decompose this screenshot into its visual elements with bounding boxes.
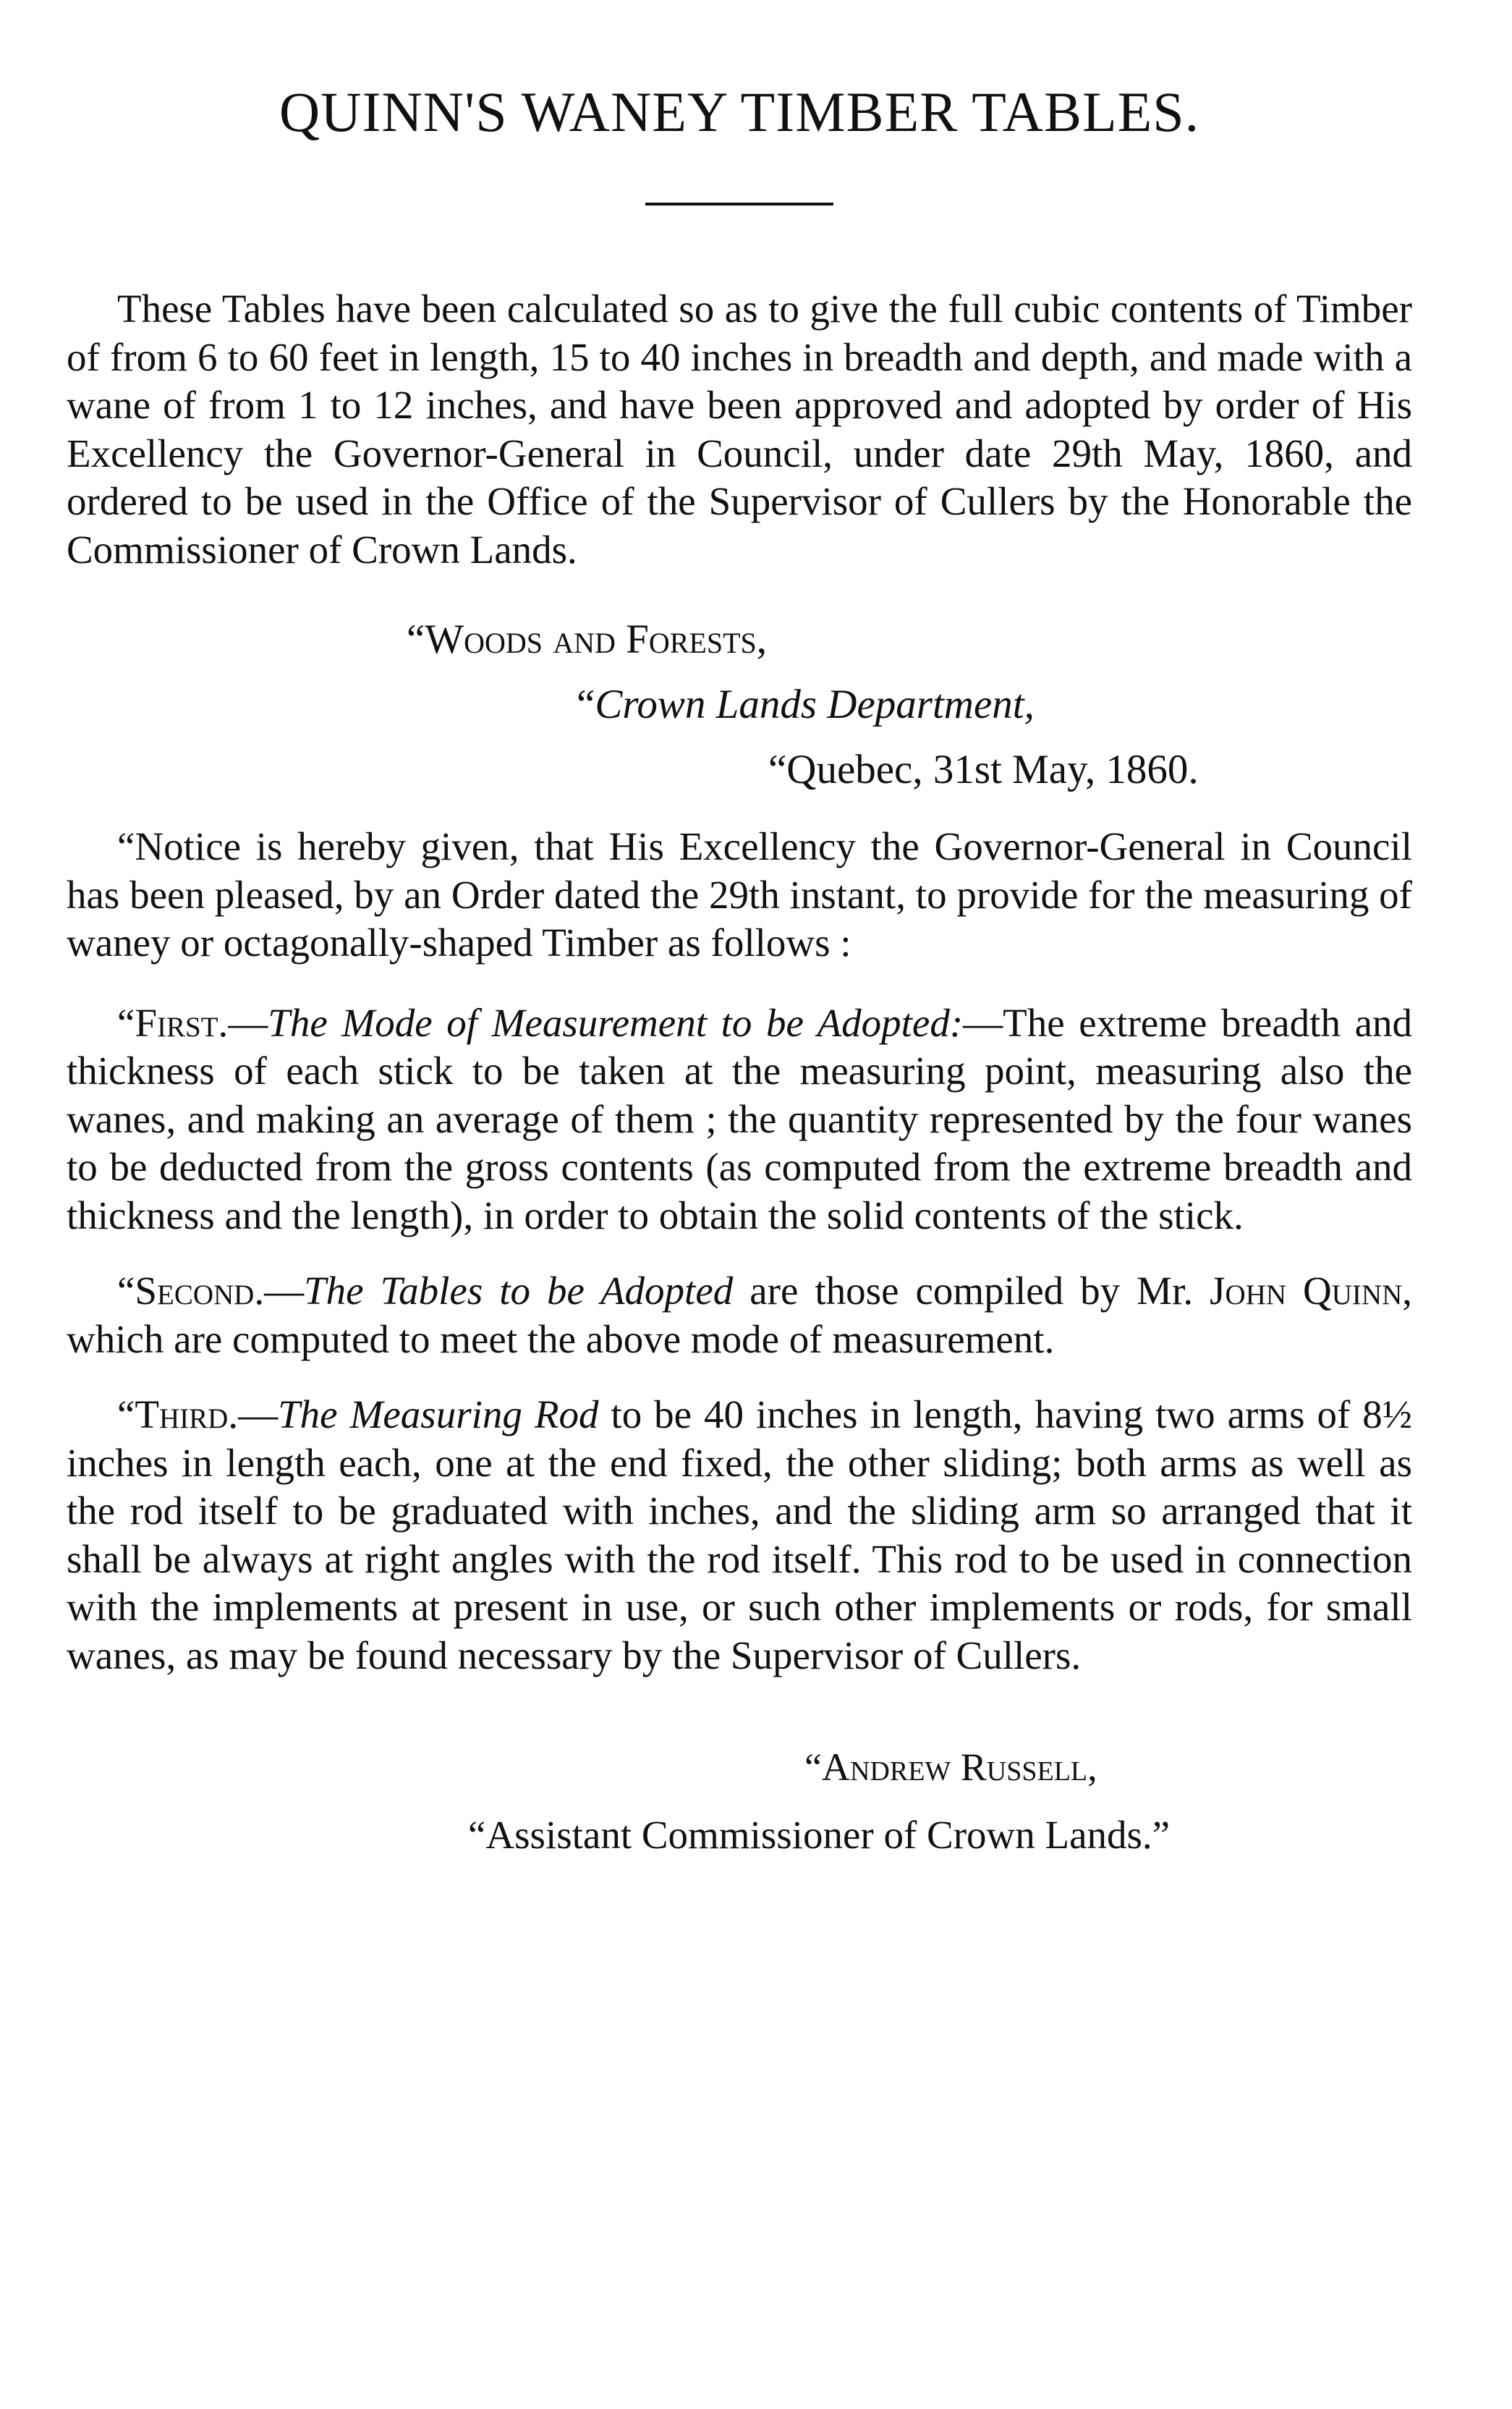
second-lead: “Second.— — [117, 1269, 305, 1313]
signature-title: “Assistant Commissioner of Crown Lands.” — [468, 1813, 1171, 1857]
document-page — [67, 51, 1412, 1859]
heading-quebec-date: “Quebec, 31st May, 1860. — [768, 747, 1199, 792]
second-italic: The Tables to be Adopted — [304, 1269, 734, 1313]
second-name: John Quinn — [1210, 1269, 1403, 1313]
second-text-a: are those compiled by Mr. — [733, 1269, 1210, 1313]
notice-paragraph: “Notice is hereby given, that His Excellency the Governor-General in Council has been pleased, by an Order dated the 29th instant, to provide for the measuring of waney or octagonally-shaped Timber as follows : — [67, 824, 1412, 965]
third-fraction: ½ — [1382, 1392, 1412, 1436]
second-text-b: , which are computed to meet the above mode of measurement. — [67, 1269, 1412, 1361]
second-paragraph — [67, 1267, 1412, 1363]
heading-crown-lands-text: Crown Lands Department, — [595, 682, 1035, 727]
document-title: QUINN'S WANEY TIMBER TABLES. — [279, 80, 1200, 143]
heading-crown-lands-quote: “ — [577, 682, 595, 727]
third-text-b: inches in length each, one at the end fixed, the other sliding; both arms as well as the rod itself to be graduated with inches, and the sliding arm so arranged that it shall be always at right angles with the rod itself. This rod to be used in connection with the implements at present in use, or such other implements or rods, for small wanes, as may be found necessary by the Supervisor of Cullers. — [67, 1440, 1412, 1677]
intro-paragraph: These Tables have been calculated so as to give the full cubic contents of Timber of from 6 to 60 feet in length, 15 to 40 inches in breadth and depth, and made with a wane of from 1 to 12 inches, and have been approved and adopted by order of His Excellency the Governor-General in Council, under date 29th May, 1860, and ordered to be used in the Office of the Supervisor of Cullers by the Honorable the Commissioner of Crown Lands. — [67, 287, 1412, 572]
first-paragraph — [67, 999, 1412, 1240]
title-divider — [645, 203, 833, 206]
third-lead: “Third.— — [117, 1392, 279, 1436]
heading-crown-lands — [67, 681, 1412, 729]
third-paragraph — [67, 1391, 1412, 1680]
heading-woods-and-forests: “Woods and Forests, — [407, 617, 768, 662]
first-lead: “First.— — [117, 1000, 268, 1045]
first-italic: The Mode of Measurement to be Adopted: — [268, 1000, 964, 1045]
signature-name: “Andrew Russell, — [804, 1745, 1097, 1789]
third-text-a: to be 40 inches in length, having two arms of 8 — [598, 1392, 1383, 1436]
third-italic: The Measuring Rod — [278, 1392, 599, 1436]
first-text: —The extreme breadth and thickness of each stick to be taken at the measuring point, measuring also the wanes, and making an average of them ; the quantity represented by the four wanes to be deducted from the gross contents (as computed from the extreme breadth and thickness and the length), in order to obtain the solid contents of the stick. — [67, 1000, 1412, 1237]
